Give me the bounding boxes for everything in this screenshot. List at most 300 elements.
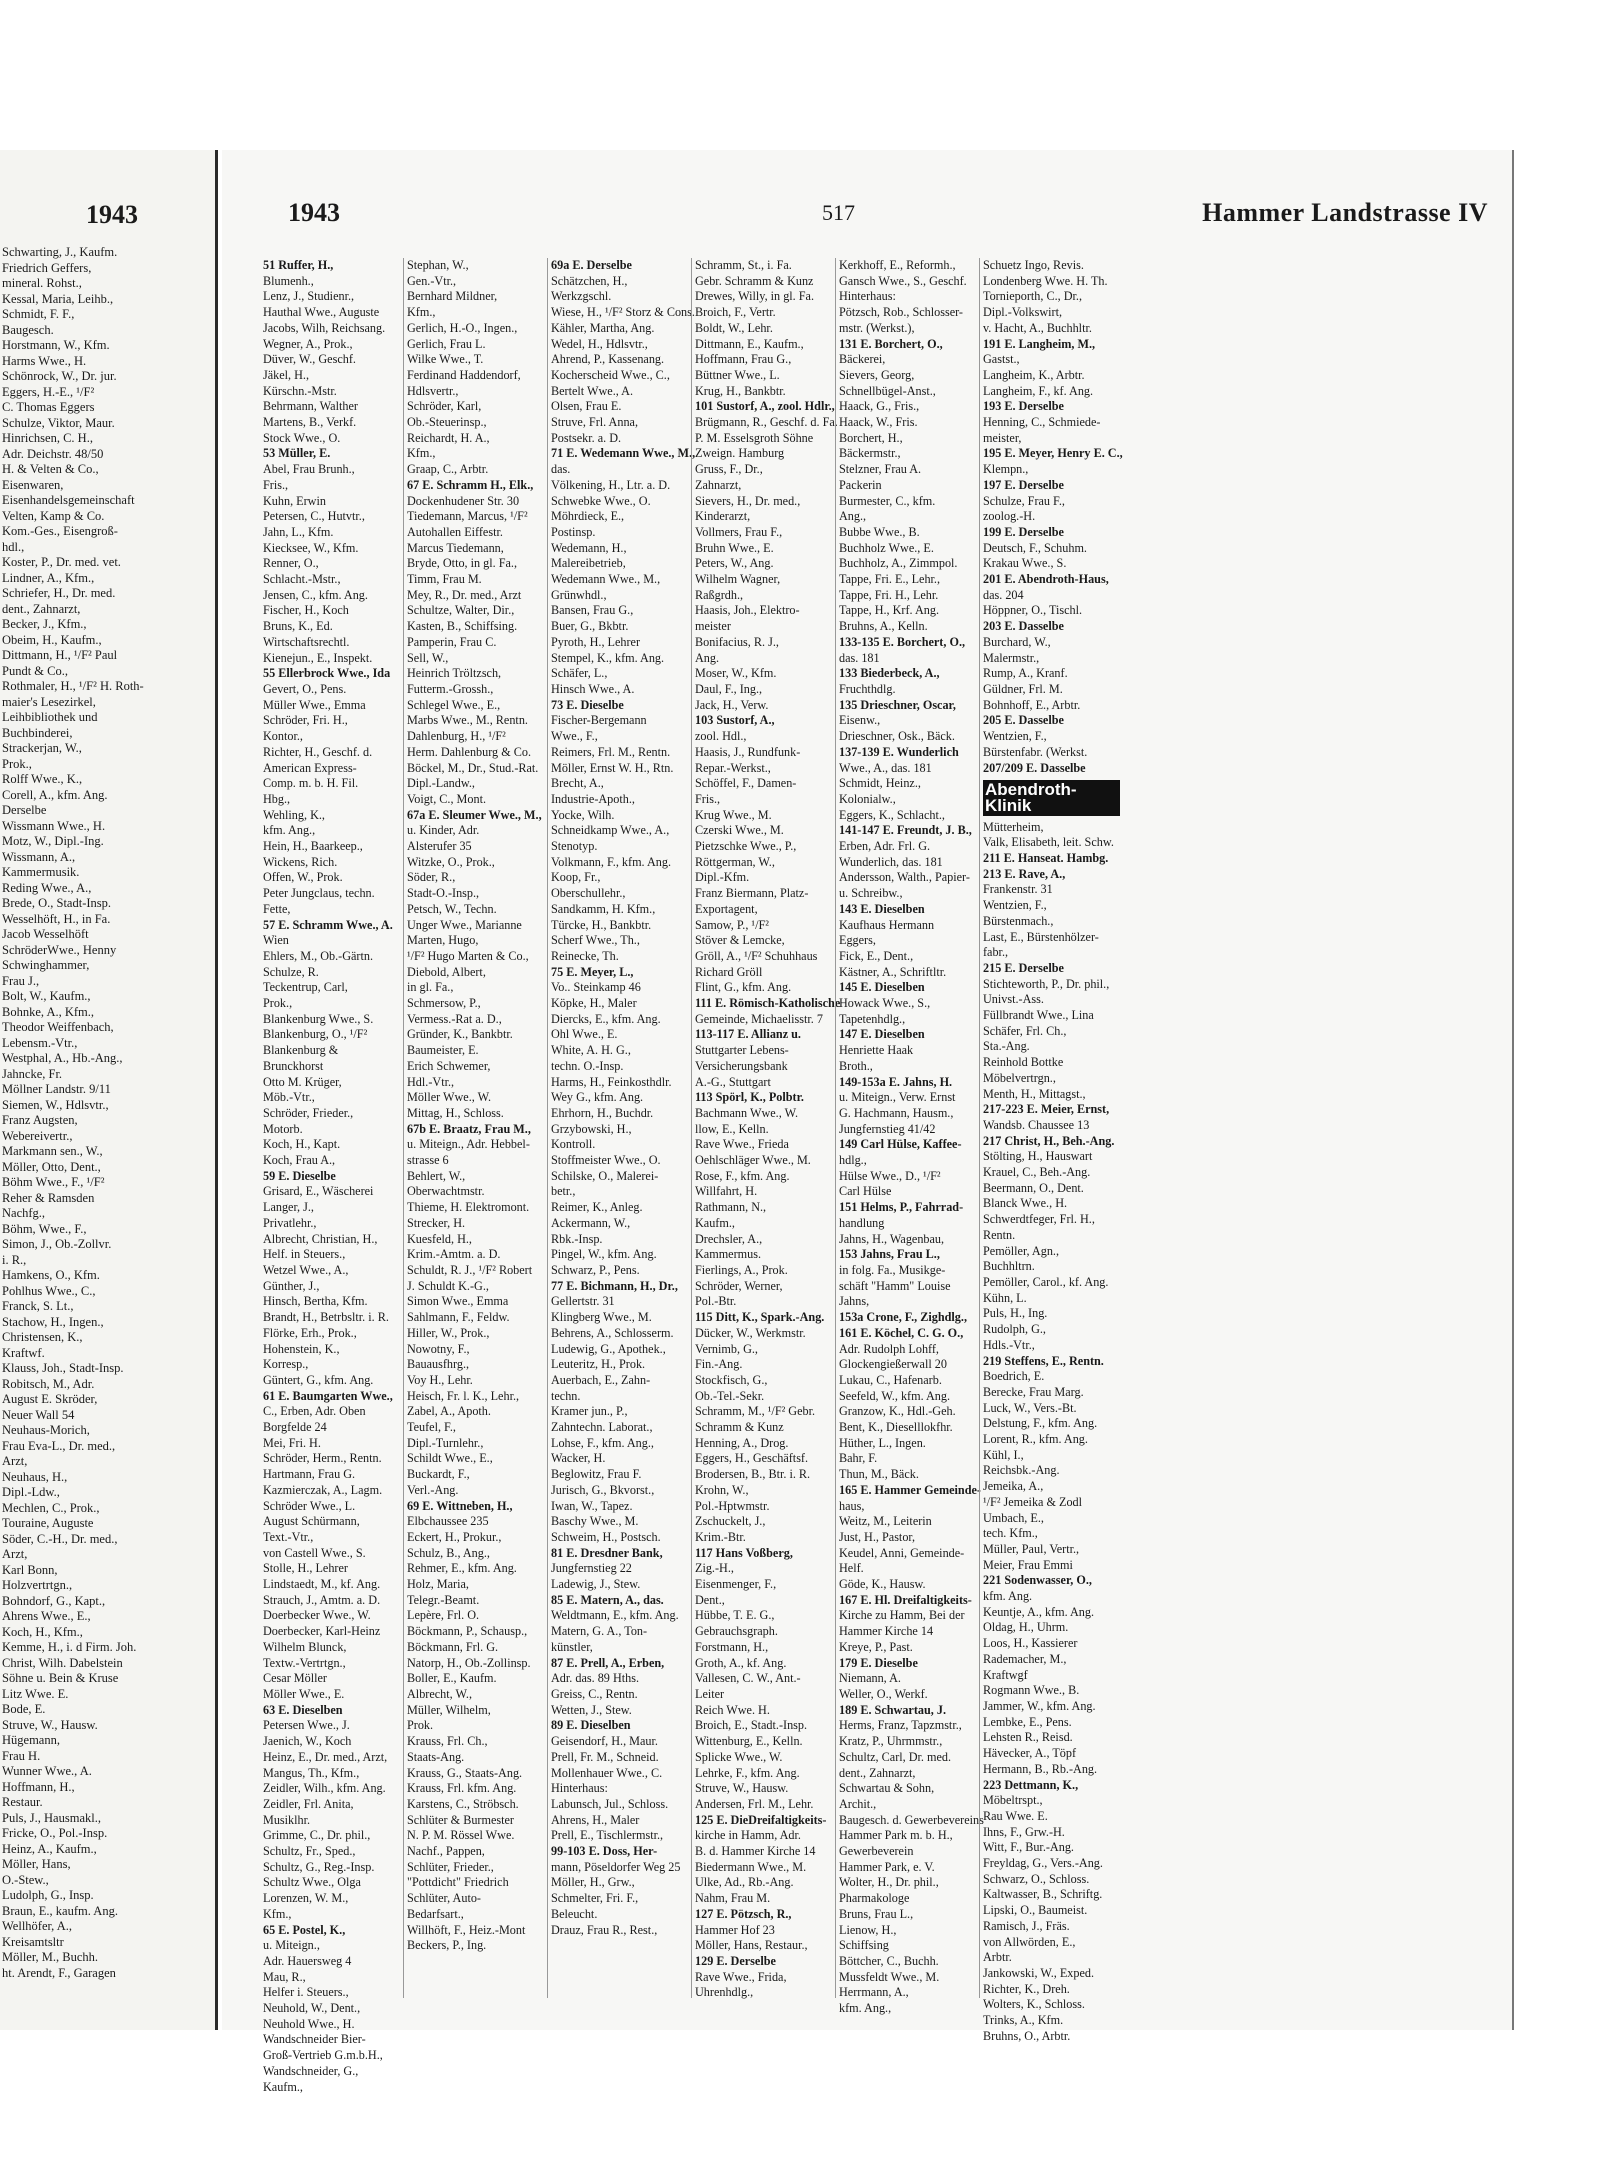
directory-entry: Teufel, F., (407, 1420, 456, 1435)
directory-entry: mstr. (Werkst.), (839, 320, 915, 335)
directory-entry: Eisenmenger, F., (695, 1577, 777, 1592)
directory-entry: Kerkhoff, E., Reformh., (839, 258, 956, 272)
directory-entry: Marcus Tiedemann, (407, 540, 504, 555)
left-entry: Ludolph, G., Insp. (2, 1888, 94, 1902)
directory-entry: Krauss, Frl. Ch., (407, 1734, 488, 1749)
directory-entry: Wandschneider Bier- (263, 2032, 366, 2047)
directory-entry: 89 E. Dieselben (551, 1718, 631, 1733)
directory-entry: Kirche zu Hamm, Bei der (839, 1608, 965, 1623)
directory-entry: Glockengießerwall 20 (839, 1357, 947, 1372)
directory-entry: Koch, Frau A., (263, 1153, 336, 1168)
left-entry: Pohlhus Wwe., C., (2, 1283, 96, 1298)
directory-entry: Hermann, B., Rb.-Ang. (983, 1761, 1098, 1776)
directory-entry: Pharmakologe (839, 1891, 910, 1906)
left-entry: Kom.-Ges., Eisengroß- (2, 524, 118, 538)
directory-entry: Otto M. Krüger, (263, 1074, 342, 1089)
directory-entry: Gewerbeverein (839, 1844, 914, 1859)
directory-entry: Dücker, W., Werkmstr. (695, 1325, 806, 1340)
directory-entry: Raßgrdh., (695, 587, 744, 602)
directory-entry: u. Miteign., Adr. Hebbel- (407, 1137, 530, 1152)
directory-entry: Berecke, Frau Marg. (983, 1384, 1084, 1399)
directory-entry: schäft "Hamm" Louise (839, 1278, 951, 1293)
directory-entry: Sievers, Georg, (839, 367, 915, 382)
directory-entry: Voy H., Lehr. (407, 1372, 473, 1387)
directory-entry: Jurisch, G., Bkvorst., (551, 1482, 655, 1497)
directory-entry: Gerlich, Frau L. (407, 336, 486, 351)
directory-entry: Behrens, A., Schlosserm. (551, 1325, 674, 1340)
directory-entry: Beckers, P., Ing. (407, 1938, 487, 1953)
directory-entry: Univst.-Ass. (983, 992, 1044, 1007)
directory-entry: Helfer i. Steuers., (263, 1985, 349, 2000)
left-entry: Kammermusik. (2, 865, 80, 879)
directory-entry: Kaufm., (263, 2079, 303, 2094)
directory-entry: Schwerdtfeger, Frl. H., (983, 1212, 1095, 1227)
directory-entry: Wedemann, H., (551, 540, 627, 555)
left-entry: Schulze, Viktor, Maur. (2, 415, 115, 430)
directory-entry: Archit., (839, 1796, 877, 1811)
directory-entry: in gl. Fa., (407, 980, 454, 995)
directory-entry: Schlüter, Auto- (407, 1891, 481, 1906)
directory-entry: Hülse Wwe., D., ¹/F² (839, 1168, 941, 1183)
directory-entry: Industrie-Apoth., (551, 791, 635, 806)
directory-entry: Höppner, O., Tischl. (983, 603, 1083, 618)
directory-entry: 199 E. Derselbe (983, 524, 1064, 539)
directory-entry: Düver, W., Geschf. (263, 352, 356, 367)
directory-entry: Krim.-Amtm. a. D. (407, 1247, 501, 1262)
directory-entry: Möller, Hans, Restaur., (695, 1938, 808, 1953)
directory-entry: 207/209 E. Dasselbe (983, 760, 1086, 775)
directory-entry: Diebold, Albert, (407, 964, 486, 979)
directory-entry: Kammermus. (695, 1247, 762, 1262)
directory-entry: Wilke Wwe., T. (407, 352, 484, 367)
directory-entry: Prell, Fr. M., Schneid. (551, 1749, 659, 1764)
directory-entry: Ihns, F., Grw.-H. (983, 1824, 1065, 1839)
left-entry: Schriefer, H., Dr. med. (2, 586, 116, 600)
left-entry: Motz, W., Dipl.-Ing. (2, 834, 104, 848)
directory-entry: Peter Jungclaus, techn. (263, 886, 375, 901)
directory-entry: Pingel, W., kfm. Ang. (551, 1247, 657, 1262)
directory-entry: 167 E. Hl. Dreifaltigkeits- (839, 1592, 972, 1607)
directory-entry: Weitz, M., Leiterin (839, 1514, 932, 1529)
directory-entry: 135 Drieschner, Oscar, (839, 697, 956, 712)
directory-entry: Luck, W., Vers.-Bt. (983, 1400, 1077, 1415)
directory-entry: Pietzschke Wwe., P., (695, 839, 797, 854)
directory-entry: Prok. (407, 1718, 434, 1733)
directory-entry: von Allwörden, E., (983, 1934, 1076, 1949)
directory-entry: Exportagent, (695, 901, 758, 916)
directory-entry: Büttner Wwe., L. (695, 367, 780, 382)
directory-entry: Bansen, Frau G., (551, 603, 634, 618)
directory-entry: Wirtschaftsrechtl. (263, 634, 350, 649)
directory-entry: Gastst., (983, 352, 1020, 367)
directory-entry: Herms, Franz, Tapzmstr., (839, 1718, 962, 1733)
directory-entry: Wolter, H., Dr. phil., (839, 1875, 939, 1890)
directory-entry: Abel, Frau Brunh., (263, 462, 355, 477)
directory-entry: Ohl Wwe., E. (551, 1027, 618, 1042)
directory-entry: Text.-Vtr., (263, 1529, 314, 1544)
directory-entry: Puls, H., Ing. (983, 1306, 1048, 1321)
left-entry: maier's Lesezirkel, (2, 694, 96, 709)
directory-entry: Ramisch, J., Fräs. (983, 1918, 1070, 1933)
directory-entry: Schramm, M., ¹/F² Gebr. (695, 1404, 816, 1419)
directory-entry: fabr., (983, 945, 1009, 960)
directory-entry: Flörke, Erh., Prok., (263, 1325, 357, 1340)
directory-entry: Daul, F., Ing., (695, 681, 763, 696)
directory-entry: Labunsch, Jul., Schloss. (551, 1796, 669, 1811)
left-entry: Corell, A., kfm. Ang. (2, 787, 108, 802)
directory-entry: Jammer, W., kfm. Ang. (983, 1698, 1096, 1713)
directory-entry: Hartmann, Frau G. (263, 1467, 356, 1482)
directory-entry: Wolters, K., Schloss. (983, 1997, 1085, 2012)
directory-entry: August Schürmann, (263, 1514, 360, 1529)
directory-entry: Freyldag, G., Vers.-Ang. (983, 1856, 1103, 1871)
directory-entry: kfm. Ang. (983, 1589, 1033, 1604)
directory-entry: Lipski, O., Baumeist. (983, 1903, 1088, 1918)
left-entry: Velten, Kamp & Co. (2, 508, 105, 523)
directory-entry: Kaufm., (695, 1215, 735, 1230)
directory-entry: Schramm, St., i. Fa. (695, 258, 792, 272)
directory-entry: Schlegel Wwe., E., (407, 697, 501, 712)
directory-entry: Zahntechn. Laborat., (551, 1420, 653, 1435)
directory-entry: Neuhold, W., Dent., (263, 2001, 361, 2016)
left-entry: Bode, E. (2, 1702, 46, 1716)
directory-entry: Martens, B., Verkf. (263, 415, 357, 430)
directory-entry: Pyroth, H., Lehrer (551, 634, 641, 649)
directory-entry: Schildt Wwe., E., (407, 1451, 493, 1466)
directory-entry: Kramer jun., P., (551, 1404, 628, 1419)
directory-entry: Bachmann Wwe., W. (695, 1105, 799, 1120)
directory-entry: 215 E. Derselbe (983, 960, 1064, 975)
directory-entry: Mangus, Th., Kfm., (263, 1765, 360, 1780)
directory-entry: Bryde, Otto, in gl. Fa., (407, 556, 518, 571)
directory-entry: Blanck Wwe., H. (983, 1196, 1068, 1211)
directory-entry: 147 E. Dieselben (839, 1027, 925, 1042)
directory-page (222, 150, 1514, 2094)
directory-entry: Krauss, G., Staats-Ang. (407, 1765, 523, 1780)
directory-entry: Hiller, W., Prok., (407, 1325, 490, 1340)
left-entry: Franz Augsten, (2, 1113, 78, 1127)
directory-entry: Peters, W., Ang. (695, 556, 774, 571)
directory-entry: Tappe, Fri. H., Lehr. (839, 587, 939, 602)
directory-entry: Böckel, M., Dr., Stud.-Rat. (407, 760, 539, 775)
directory-entry: Lorenzen, W. M., (263, 1891, 349, 1906)
directory-entry: Henning, A., Drog. (695, 1435, 789, 1450)
directory-entry: künstler, (551, 1639, 593, 1654)
directory-entry: 111 E. Römisch-Katholische (695, 996, 841, 1011)
directory-entry: Mau, R., (263, 1969, 306, 1984)
directory-entry: Lindstaedt, M., kf. Ang. (263, 1577, 381, 1592)
directory-entry: Rbk.-Insp. (551, 1231, 603, 1246)
directory-entry: Czerski Wwe., M. (695, 823, 784, 838)
directory-entry: Hbg., (263, 791, 291, 806)
directory-entry: 103 Sustorf, A., (695, 713, 775, 728)
directory-entry: 63 E. Dieselben (263, 1702, 343, 1717)
directory-entry: Grünwhdl., (551, 587, 607, 602)
directory-entry: Zig.-H., (695, 1561, 734, 1576)
directory-entry: 67a E. Sleumer Wwe., M., (407, 807, 542, 822)
directory-entry: Jahns, H., Wagenbau, (839, 1231, 945, 1246)
directory-entry: zoolog.-H. (983, 509, 1036, 524)
directory-entry: Bruhn Wwe., E. (695, 540, 774, 555)
left-entry: Braun, E., kaufm. Ang. (2, 1903, 118, 1918)
directory-entry: Vo.. Steinkamp 46 (551, 980, 641, 995)
directory-entry: Schuetz Ingo, Revis. (983, 258, 1084, 272)
directory-entry: 191 E. Langheim, M., (983, 336, 1096, 351)
left-entry: Frau J., (2, 973, 40, 988)
directory-entry: Jahns, (839, 1294, 870, 1309)
directory-entry: Iwan, W., Tapez. (551, 1498, 633, 1513)
left-entry: Franck, S. Lt., (2, 1299, 74, 1313)
left-entry: Arzt, (2, 1547, 28, 1561)
directory-entry: Arbtr. (983, 1950, 1012, 1965)
directory-entry: Karstens, C., Ströbsch. (407, 1796, 519, 1811)
directory-entry: u. Miteign., Verw. Ernst (839, 1090, 956, 1105)
directory-entry: 65 E. Postel, K., (263, 1922, 346, 1937)
directory-entry: Pamperin, Frau C. (407, 634, 497, 649)
directory-entry: Pemöller, Carol., kf. Ang. (983, 1275, 1109, 1289)
directory-entry: Kolonialw., (839, 791, 896, 806)
directory-entry: Wetten, J., Stew. (551, 1702, 632, 1717)
left-entry: Arzt, (2, 1454, 28, 1468)
directory-entry: Brunckhorst (263, 1058, 324, 1073)
directory-entry: Bürstenfabr. (Werkst. (983, 744, 1088, 759)
directory-entry: 77 E. Bichmann, H., Dr., (551, 1278, 678, 1293)
directory-entry: Reimer, K., Anleg. (551, 1200, 643, 1215)
directory-entry: Zahnarzt, (695, 477, 742, 492)
directory-entry: 205 E. Dasselbe (983, 713, 1064, 728)
directory-entry: Schnellbügel-Anst., (839, 383, 936, 398)
left-entry: ht. Arendt, F., Garagen (2, 1965, 116, 1980)
directory-entry: Fischer, H., Koch (263, 603, 349, 618)
directory-entry: Petsch, W., Techn. (407, 901, 497, 916)
directory-entry: hdlg., (839, 1153, 867, 1168)
directory-entry: Fris., (263, 477, 289, 492)
directory-entry: meister (695, 619, 731, 634)
directory-entry: Lohse, F., kfm. Ang., (551, 1435, 654, 1450)
directory-entry: Simon Wwe., Emma (407, 1294, 509, 1309)
left-entry: Jacob Wesselhöft (2, 927, 89, 941)
directory-entry: Franz Biermann, Platz- (695, 886, 809, 901)
directory-entry: Schäfer, Frl. Ch., (983, 1023, 1067, 1038)
directory-entry: das. 204 (983, 587, 1024, 602)
directory-entry: Gruss, F., Dr., (695, 462, 763, 477)
directory-entry: Möller, H., Grw., (551, 1875, 635, 1890)
directory-entry: Hdls.-Vtr., (983, 1337, 1035, 1352)
directory-entry: Erich Schwemer, (407, 1058, 491, 1073)
directory-entry: Moser, W., Kfm. (695, 666, 777, 681)
directory-entry: Motorb. (263, 1121, 303, 1136)
directory-entry: Marbs Wwe., M., Rentn. (407, 713, 528, 728)
directory-entry: Petersen, C., Hutvtr., (263, 509, 365, 524)
directory-entry: Andersen, Frl. M., Lehr. (695, 1796, 814, 1811)
directory-entry: Renner, O., (263, 556, 319, 571)
directory-entry: Musiklhr. (263, 1812, 311, 1827)
directory-entry: Vernimb, G., (695, 1341, 758, 1356)
directory-entry: 113 Spörl, K., Polbtr. (695, 1090, 804, 1105)
directory-entry: 101 Sustorf, A., zool. Hdlr., (695, 399, 835, 414)
directory-entry: Seefeld, W., kfm. Ang. (839, 1388, 951, 1403)
directory-entry: Grzybowski, H., (551, 1121, 632, 1136)
left-entry: Theodor Weiffenbach, (2, 1020, 114, 1034)
directory-entry: Mussfeldt Wwe., M. (839, 1969, 940, 1984)
left-entry: Hoffmann, H., (2, 1779, 75, 1794)
directory-entry: Schröder, Werner, (695, 1278, 783, 1293)
directory-entry: Ehrhorn, H., Buchdr. (551, 1105, 654, 1120)
left-entry: Karl Bonn, (2, 1562, 58, 1577)
directory-entry: Comp. m. b. H. Fil. (263, 776, 359, 791)
directory-entry: Reichardt, H. A., (407, 430, 490, 445)
directory-entry: Dockenhudener Str. 30 (407, 493, 520, 508)
directory-entry: Niemann, A. (839, 1671, 901, 1686)
directory-entry: Stockfisch, G., (695, 1372, 768, 1387)
directory-entry: Deutsch, F., Schuhm. (983, 540, 1087, 555)
directory-entry: Wehling, K., (263, 807, 325, 822)
left-entry: Christensen, K., (2, 1330, 83, 1344)
directory-entry: Timm, Frau M. (407, 572, 482, 587)
directory-entry: Jacobs, Wilh, Reichsang. (263, 320, 386, 335)
directory-entry: Privatlehr., (263, 1215, 317, 1230)
directory-entry: 113-117 E. Allianz u. (695, 1027, 801, 1042)
directory-entry: Mittag, H., Schloss. (407, 1105, 504, 1120)
directory-entry: 195 E. Meyer, Henry E. C., (983, 446, 1123, 461)
directory-entry: Krug Wwe., M. (695, 807, 772, 822)
directory-entry: Dent., (695, 1592, 725, 1607)
directory-entry: Marten, Hugo, (407, 933, 479, 948)
directory-entry: Schultze, Walter, Dir., (407, 603, 515, 618)
left-entry: Söhne u. Bein & Kruse (2, 1671, 119, 1685)
directory-entry: Zweign. Hamburg (695, 446, 785, 461)
directory-entry: Hinterhaus: (839, 289, 896, 304)
directory-entry: Abendroth-Klinik (983, 780, 1120, 815)
directory-entry: Bruns, Frau L., (839, 1906, 914, 1921)
directory-entry: Blankenburg, O., ¹/F² (263, 1027, 368, 1042)
directory-entry: Jankowski, W., Exped. (983, 1965, 1095, 1980)
directory-entry: Geisendorf, H., Maur. (551, 1734, 658, 1749)
left-entry: Neuhaus-Morich, (2, 1423, 90, 1437)
directory-entry: Bent, K., Dieselllokfhr. (839, 1420, 953, 1435)
directory-entry: Borgfelde 24 (263, 1420, 327, 1435)
directory-entry: Stölting, H., Hauswart (983, 1149, 1093, 1164)
directory-entry: Fierlings, A., Prok. (695, 1263, 788, 1277)
directory-entry: handlung (839, 1215, 885, 1230)
left-entry: Wunner Wwe., A. (2, 1764, 92, 1778)
directory-entry: Helf. (839, 1561, 864, 1576)
directory-entry: dent., Zahnarzt, (839, 1765, 916, 1780)
directory-entry: 57 E. Schramm Wwe., A. (263, 917, 393, 932)
directory-entry: Lukau, C., Hafenarb. (839, 1372, 942, 1387)
directory-entry: Bedarfsart., (407, 1906, 464, 1921)
directory-entry: Borchert, H., (839, 430, 903, 445)
directory-entry: Keudel, Anni, Gemeinde- (839, 1545, 965, 1560)
directory-entry: Kästner, A., Schriftltr. (839, 964, 947, 979)
directory-entry: Rave Wwe., Frida, (695, 1969, 787, 1984)
left-entry: Kraftwf. (2, 1345, 45, 1360)
directory-entry: Möbelvertrgn., (983, 1070, 1056, 1085)
directory-entry: Eggers, (839, 933, 876, 948)
directory-entry: Hinsch, Bertha, Kfm. (263, 1294, 368, 1309)
directory-entry: Valk, Elisabeth, leit. Schw. (983, 835, 1114, 850)
left-entry: Lindner, A., Kfm., (2, 570, 95, 585)
directory-entry: 153 Jahns, Frau L., (839, 1247, 940, 1262)
directory-entry: 67 E. Schramm H., Elk., (407, 477, 534, 492)
directory-entry: Matern, G. A., Ton- (551, 1624, 648, 1639)
directory-entry: Textw.-Vertrtgn., (263, 1655, 346, 1670)
directory-entry: Korresp., (263, 1357, 309, 1372)
directory-entry: Möller Wwe., W. (407, 1090, 492, 1105)
directory-entry: 201 E. Abendroth-Haus, (983, 572, 1109, 587)
directory-entry: Möbeltrspt., (983, 1793, 1043, 1808)
directory-entry: C., Erben, Adr. Oben (263, 1404, 366, 1419)
directory-entry: Reich Wwe. H. (695, 1702, 770, 1717)
directory-entry: Lienow, H., (839, 1922, 897, 1937)
directory-entry: Reichsbk.-Ang. (983, 1463, 1060, 1478)
page-year: 1943 (288, 198, 340, 227)
directory-entry: 211 E. Hanseat. Hambg. (983, 851, 1109, 866)
left-entry: Puls, J., Hausmakl., (2, 1810, 101, 1825)
directory-entry: Schlüter, Frieder., (407, 1859, 494, 1874)
directory-entry: 131 E. Borchert, O., (839, 336, 943, 351)
directory-entry: Gemeinde, Michaelisstr. 7 (695, 1011, 823, 1026)
directory-entry: 149-153a E. Jahns, H. (839, 1074, 953, 1089)
directory-entry: Schmelter, Fri. F., (551, 1891, 639, 1906)
directory-entry: Vollmers, Frau F., (695, 524, 783, 539)
left-entry: Reher & Ramsden (2, 1190, 95, 1205)
directory-entry: Doerbecker, Karl-Heinz (263, 1624, 381, 1639)
directory-entry: Blumenh., (263, 273, 314, 288)
directory-entry: Adr. das. 89 Hths. (551, 1671, 640, 1686)
directory-entry: Mollenhauer Wwe., C. (551, 1765, 663, 1780)
directory-entry: Rave Wwe., Frieda (695, 1137, 789, 1152)
directory-entry: Futterm.-Grossh., (407, 681, 494, 696)
directory-entry: Sievers, H., Dr. med., (695, 493, 801, 508)
directory-entry: Schlacht.-Mstr., (263, 572, 341, 587)
directory-entry: Stoffmeister Wwe., O. (551, 1153, 661, 1168)
directory-entry: Schröder Wwe., L. (263, 1498, 356, 1513)
directory-entry: Rose, F., kfm. Ang. (695, 1168, 790, 1183)
directory-entry: Kähler, Martha, Ang. (551, 320, 655, 335)
left-entry: Baugesch. (2, 322, 54, 337)
directory-entry: Wetzel Wwe., A., (263, 1263, 349, 1277)
directory-entry: Bruns, K., Ed. (263, 619, 333, 634)
left-entry: Harms Wwe., H. (2, 353, 87, 368)
directory-entry: Grisard, E., Wäscherei (263, 1184, 374, 1199)
directory-entry: Thieme, H. Elektromont. (407, 1200, 530, 1215)
directory-entry: Nachf., Pappen, (407, 1844, 485, 1859)
directory-entry: Stelzner, Frau A. (839, 462, 922, 477)
directory-entry: Kfm., (263, 1906, 292, 1921)
directory-entry: Rentn. (983, 1227, 1016, 1242)
directory-entry: 117 Hans Voßberg, (695, 1545, 793, 1560)
directory-entry: Last, E., Bürstenhölzer- (983, 929, 1099, 944)
left-entry: Mechlen, C., Prok., (2, 1500, 100, 1515)
directory-entry: Autohallen Eiffestr. (407, 524, 503, 539)
left-entry: Eisenwaren, (2, 477, 64, 492)
directory-entry: strasse 6 (407, 1153, 449, 1168)
directory-entry: Hinterhaus: (551, 1781, 608, 1796)
directory-entry: Dipl.-Volkswirt, (983, 305, 1062, 320)
directory-entry: Krauel, C., Beh.-Ang. (983, 1165, 1091, 1180)
directory-entry: Albrecht, Christian, H., (263, 1231, 378, 1246)
directory-entry: Telegr.-Beamt. (407, 1592, 480, 1607)
directory-entry: 115 Ditt, K., Spark.-Ang. (695, 1310, 825, 1325)
directory-entry: Köpke, H., Maler (551, 996, 637, 1011)
left-entry: Reding Wwe., A., (2, 880, 92, 895)
directory-column-2 (403, 258, 547, 1998)
page-number: 517 (822, 200, 855, 225)
directory-entry: Schröder, Frieder., (263, 1105, 354, 1120)
directory-entry: Prell, E., Tischlermstr., (551, 1828, 664, 1843)
directory-entry: 53 Müller, E. (263, 446, 331, 461)
